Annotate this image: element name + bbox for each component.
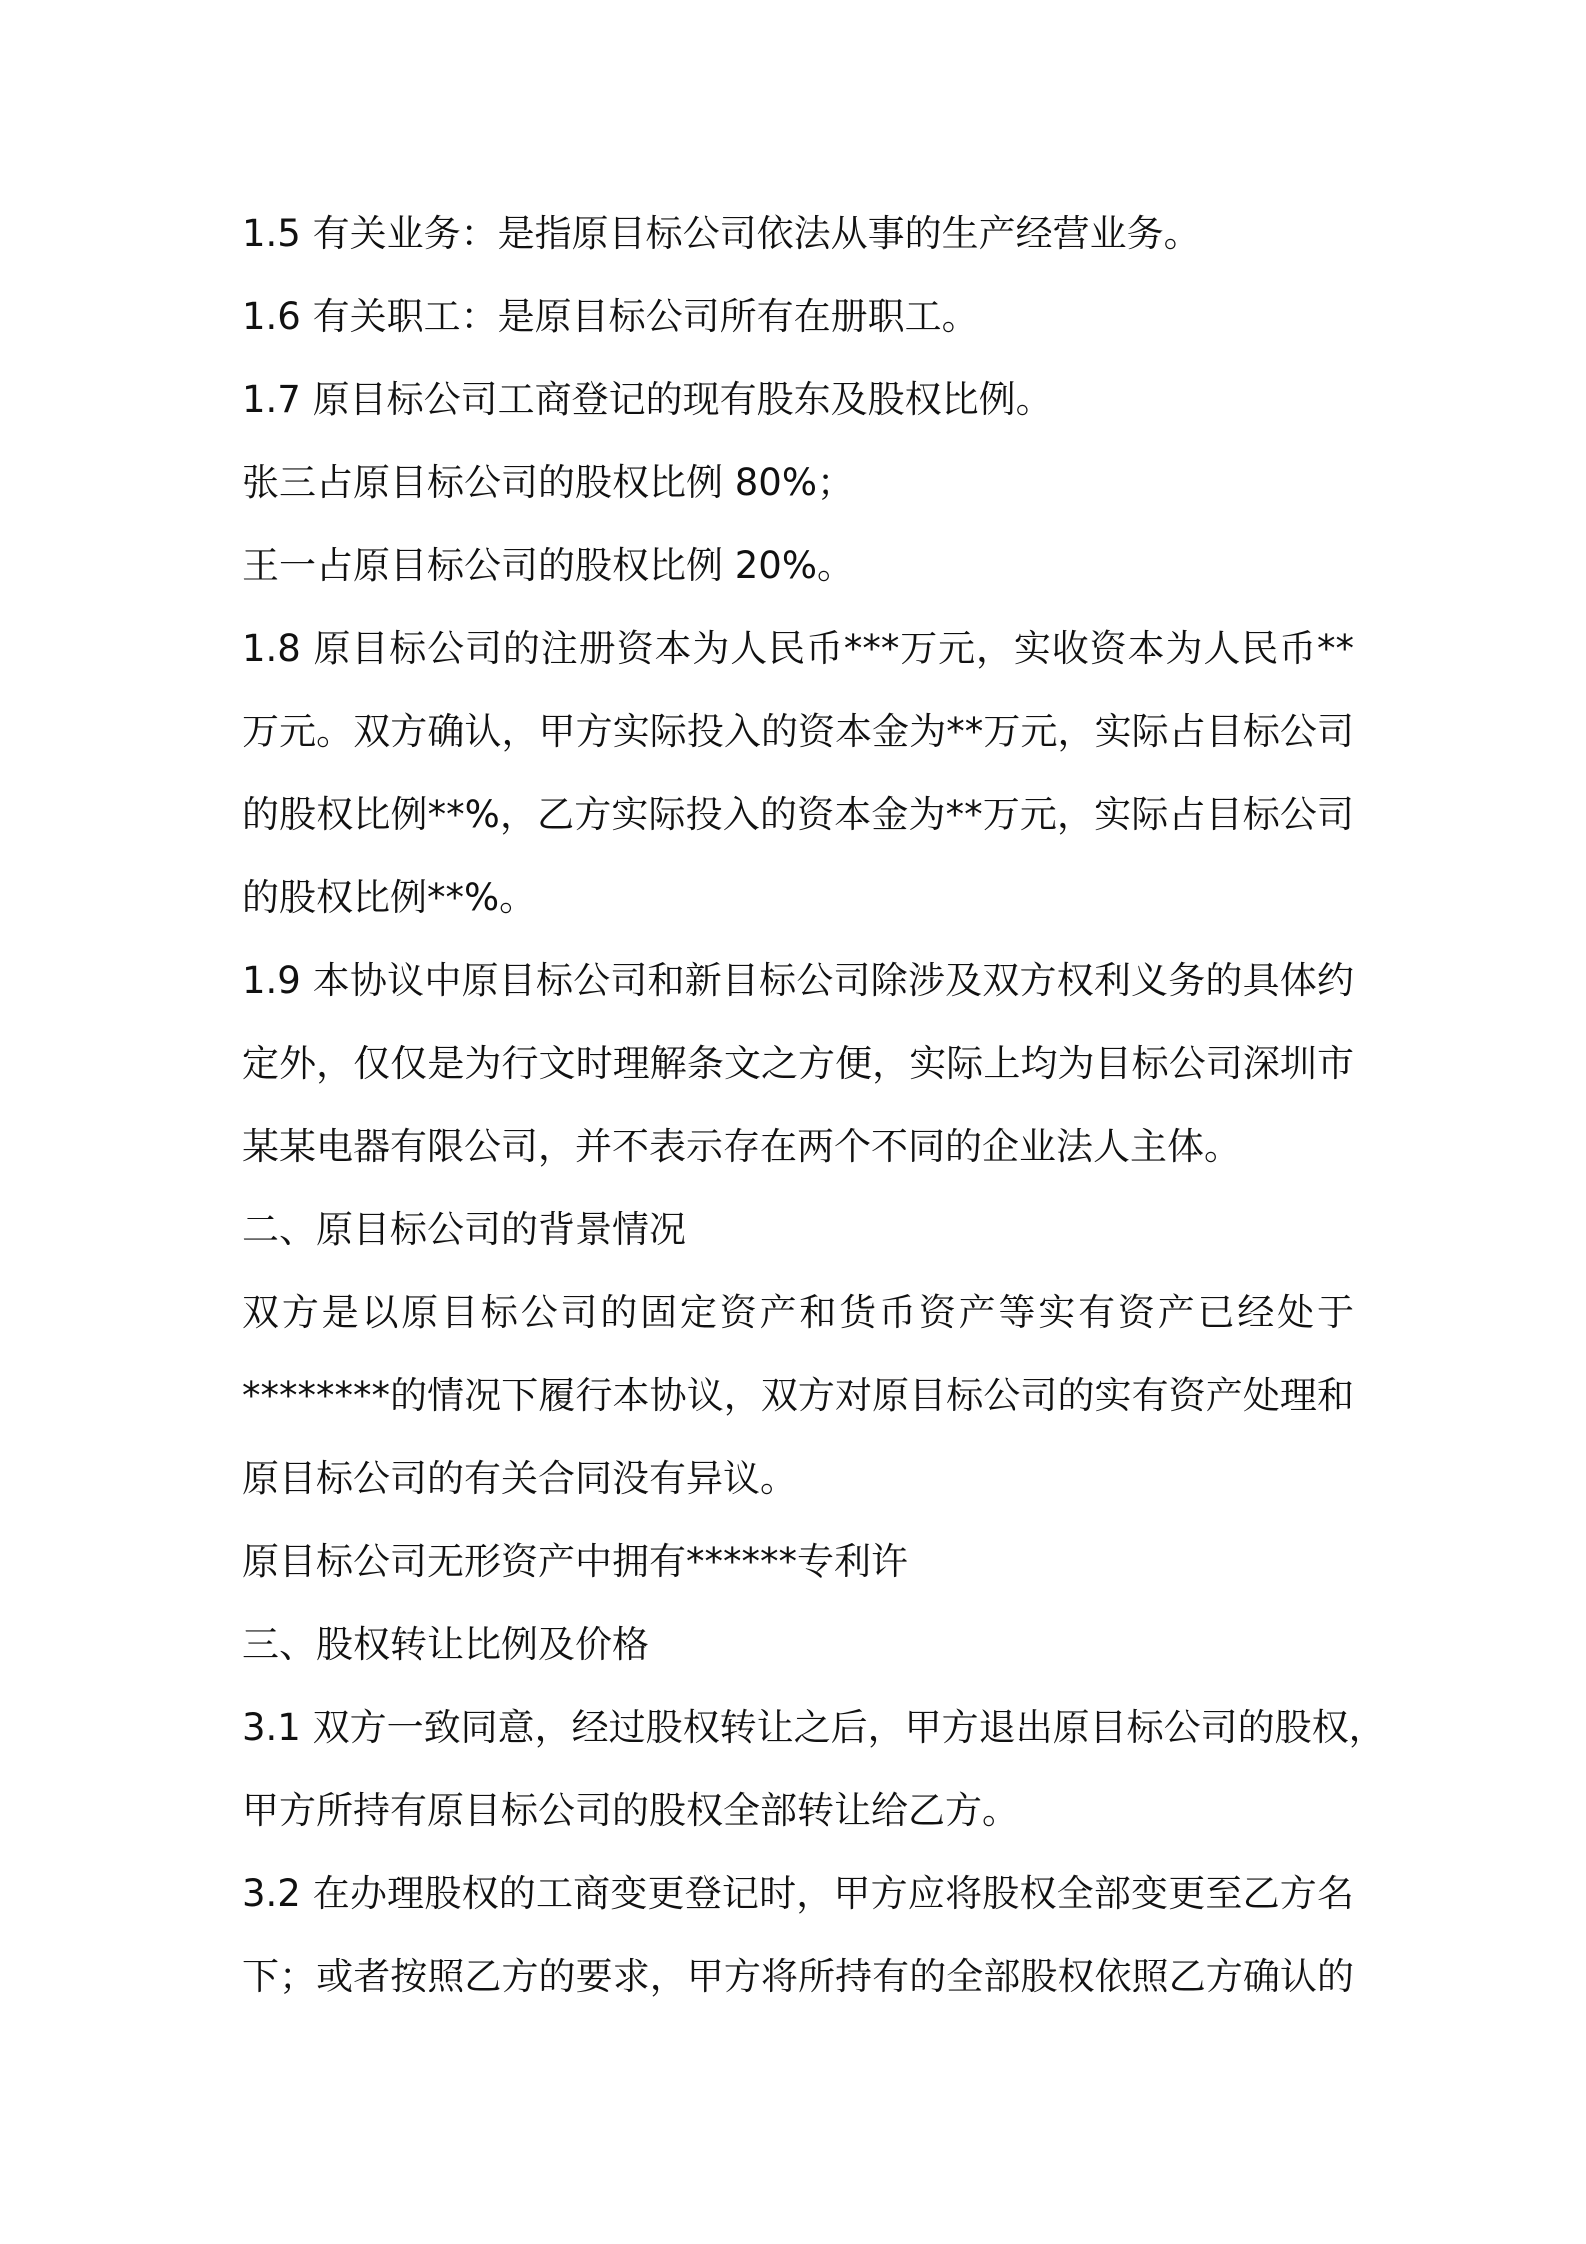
text-line-1-8-d: 的股权比例**%。 — [242, 876, 537, 919]
section-heading-2: 二、原目标公司的背景情况 — [242, 1208, 686, 1251]
text-line-3-1-a: 3.1 双方一致同意，经过股权转让之后，甲方退出原目标公司的股权， — [242, 1706, 1386, 1749]
text-line-3-1-b: 甲方所持有原目标公司的股权全部转让给乙方。 — [242, 1789, 1019, 1832]
text-line-1-8-b: 万元。双方确认，甲方实际投入的资本金为**万元，实际占目标公司 — [242, 710, 1354, 753]
text-line-1-5: 1.5 有关业务：是指原目标公司依法从事的生产经营业务。 — [242, 212, 1201, 255]
text-line-2-a: 双方是以原目标公司的固定资产和货币资产等实有资产已经处于 — [242, 1291, 1354, 1334]
text-line-1-8-c: 的股权比例**%，乙方实际投入的资本金为**万元，实际占目标公司 — [242, 793, 1354, 836]
text-line-3-2-b: 下；或者按照乙方的要求，甲方将所持有的全部股权依照乙方确认的 — [242, 1955, 1354, 1998]
text-line-1-8-a: 1.8 原目标公司的注册资本为人民币***万元，实收资本为人民币** — [242, 627, 1354, 670]
text-line-3-2-a: 3.2 在办理股权的工商变更登记时，甲方应将股权全部变更至乙方名 — [242, 1872, 1354, 1915]
text-line-shareholder-zhang: 张三占原目标公司的股权比例 80%； — [242, 461, 854, 504]
text-line-2-d: 原目标公司无形资产中拥有******专利许 — [242, 1540, 908, 1583]
section-heading-3: 三、股权转让比例及价格 — [242, 1623, 649, 1666]
text-line-1-9-b: 定外，仅仅是为行文时理解条文之方便，实际上均为目标公司深圳市 — [242, 1042, 1354, 1085]
text-line-shareholder-wang: 王一占原目标公司的股权比例 20%。 — [242, 544, 854, 587]
text-line-2-b: ********的情况下履行本协议，双方对原目标公司的实有资产处理和 — [242, 1374, 1354, 1417]
text-line-1-9-a: 1.9 本协议中原目标公司和新目标公司除涉及双方权利义务的具体约 — [242, 959, 1354, 1002]
text-line-2-c: 原目标公司的有关合同没有异议。 — [242, 1457, 797, 1500]
text-line-1-7: 1.7 原目标公司工商登记的现有股东及股权比例。 — [242, 378, 1053, 421]
document-body — [242, 192, 1386, 2018]
text-line-1-6: 1.6 有关职工：是原目标公司所有在册职工。 — [242, 295, 979, 338]
text-line-1-9-c: 某某电器有限公司，并不表示存在两个不同的企业法人主体。 — [242, 1125, 1241, 1168]
